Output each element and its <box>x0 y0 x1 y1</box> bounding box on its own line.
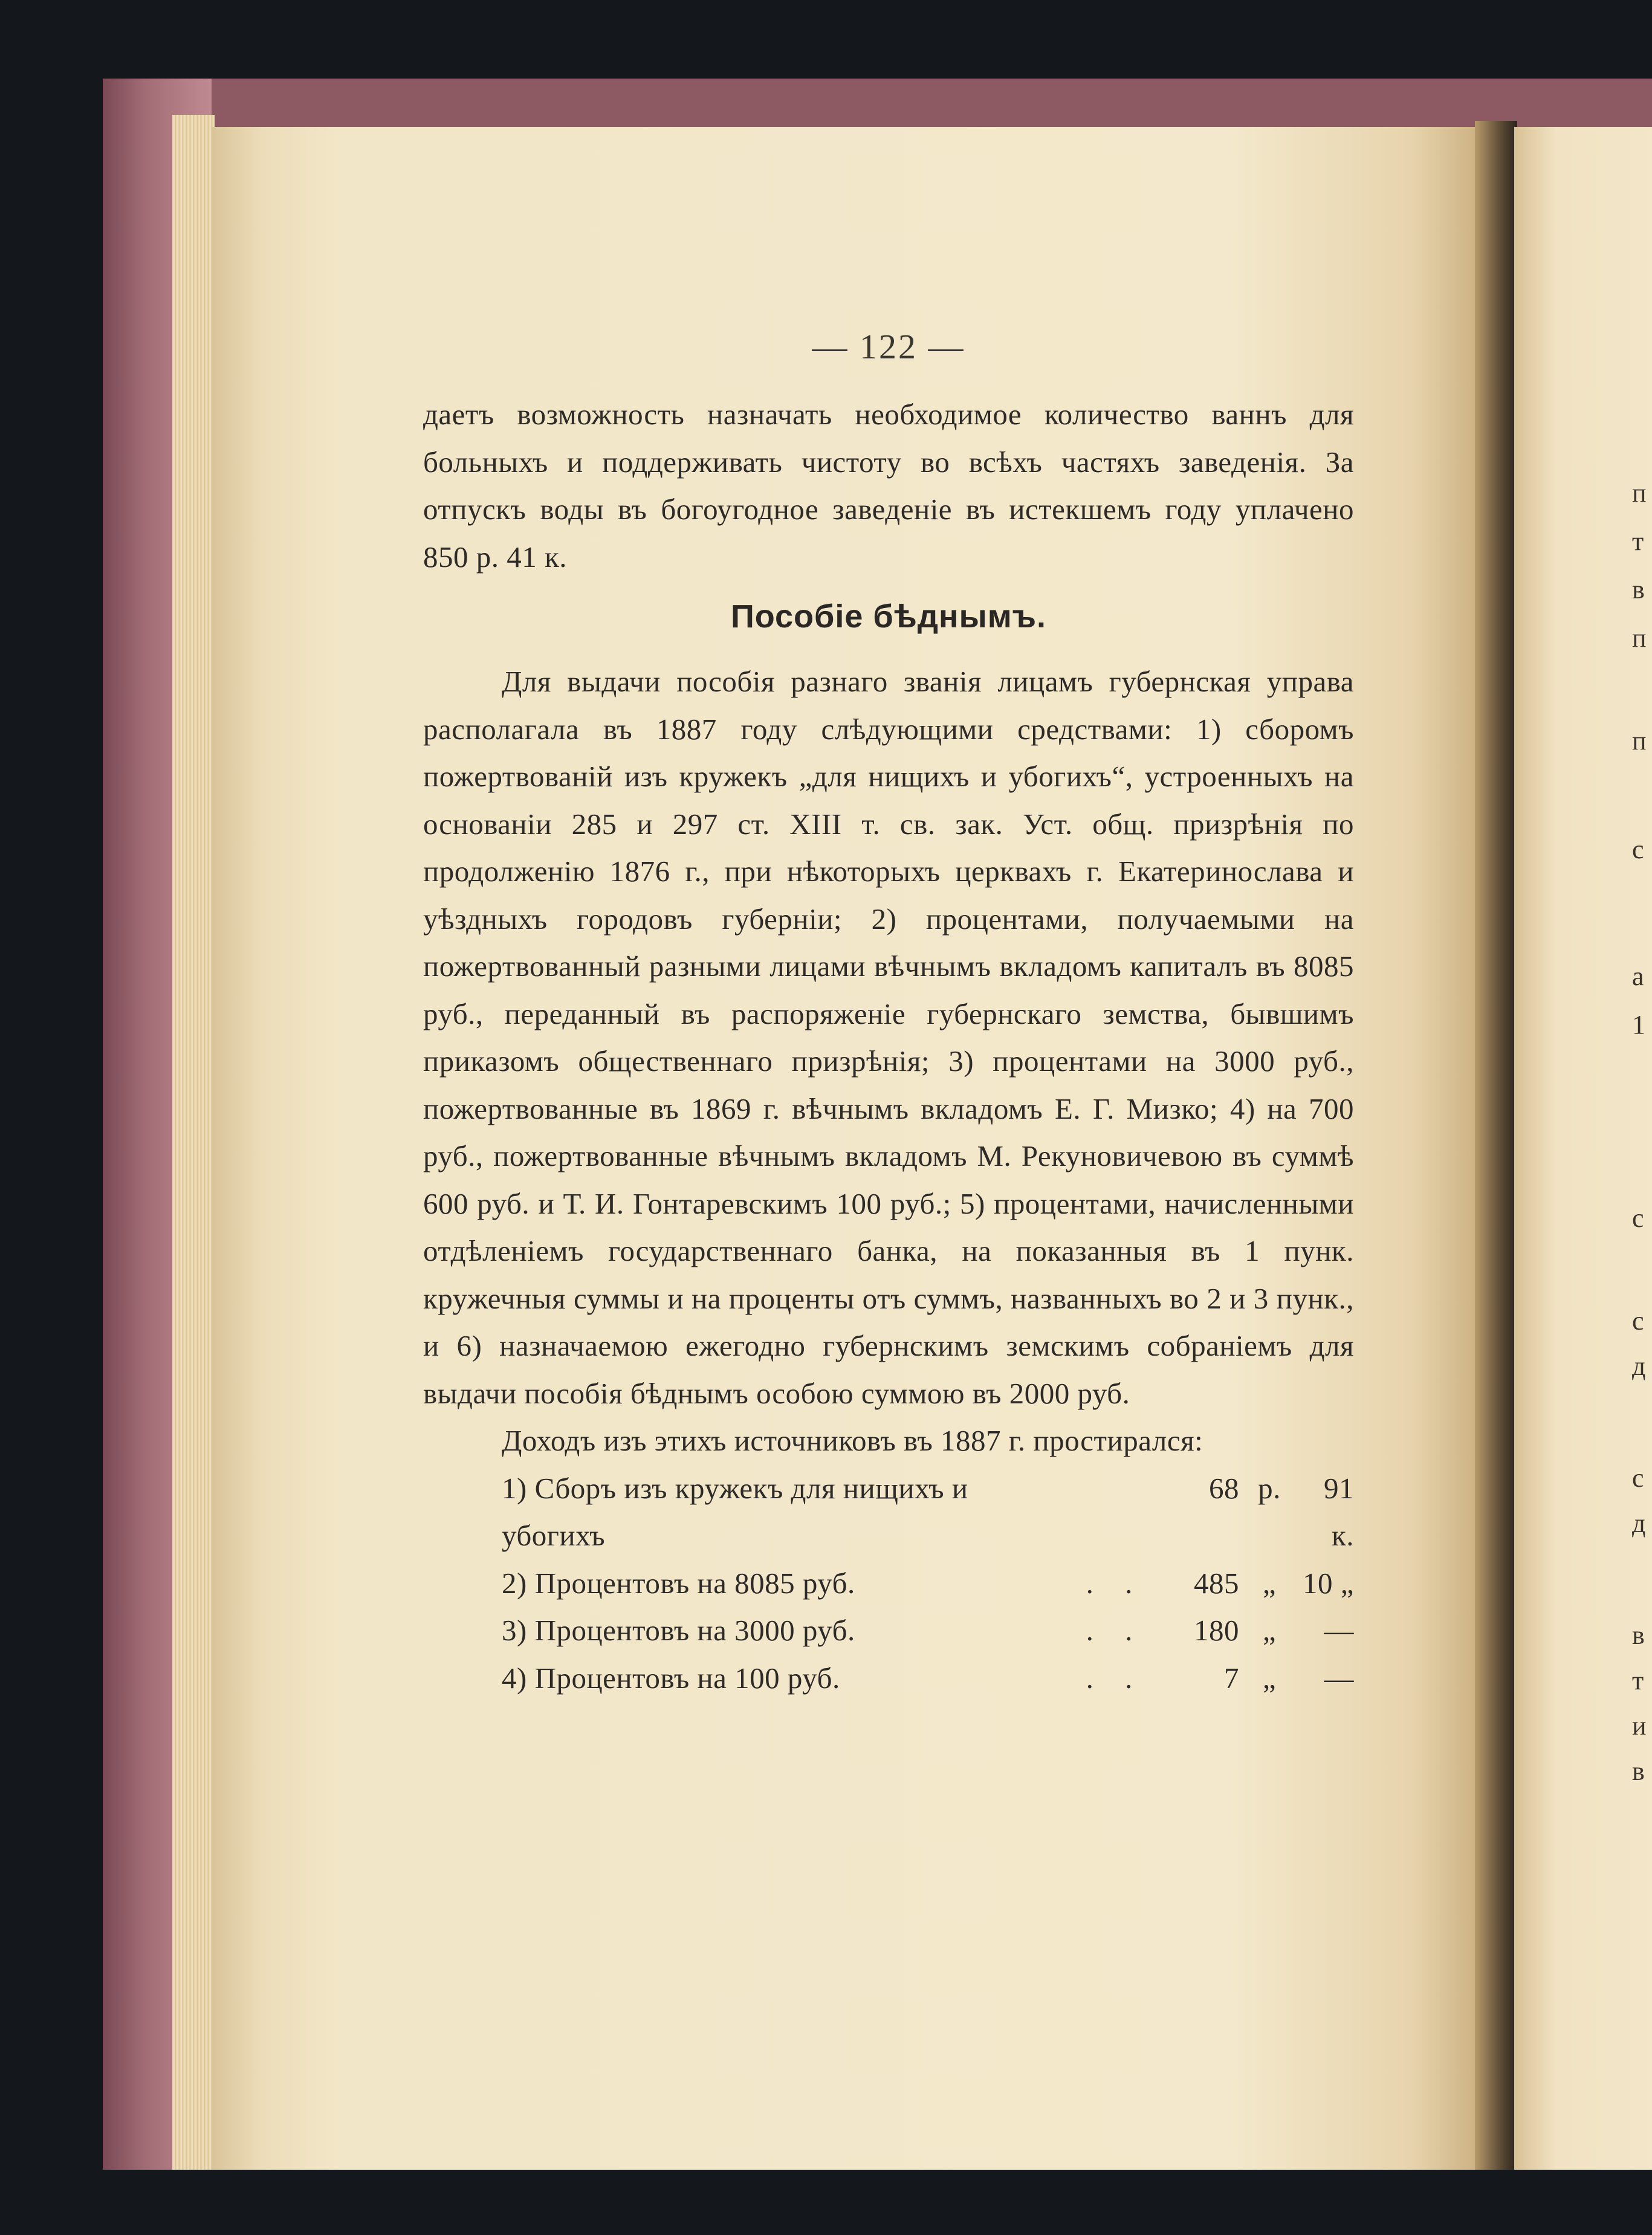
income-kopecks: — <box>1324 1614 1354 1647</box>
right-page <box>1514 127 1652 2170</box>
page-stack-edge <box>172 115 215 2170</box>
paragraph-water-supply: даетъ возможность назначать необходимое количество ваннъ для больныхъ и поддерживать чистоту во всѣхъ частяхъ заведенія. За отпускъ воды въ богоугодное заведеніе въ истекшемъ году уплачено 850 р. 41 к. <box>423 398 1354 574</box>
income-unit: „ <box>1262 1566 1277 1600</box>
income-unit: „ <box>1262 1614 1277 1647</box>
right-page-fragment: с <box>1632 1306 1644 1336</box>
page-content <box>423 326 1354 1702</box>
right-page-fragment: в <box>1632 1756 1645 1786</box>
book-gutter <box>1475 121 1517 2170</box>
right-page-fragment: и <box>1632 1711 1647 1741</box>
leader-dots <box>1058 1465 1173 1560</box>
right-page-fragment: п <box>1632 478 1647 508</box>
right-page-fragment: д <box>1632 1509 1646 1538</box>
right-page-fragment: в <box>1632 1620 1645 1650</box>
income-row <box>423 1560 1354 1608</box>
income-amount: 7 <box>1224 1661 1239 1695</box>
income-kopecks: 91 к. <box>1324 1471 1354 1552</box>
income-row <box>423 1465 1354 1560</box>
income-unit: „ <box>1262 1661 1277 1695</box>
leader-dots: . . <box>1086 1614 1145 1647</box>
income-kopecks: — <box>1324 1661 1354 1695</box>
income-unit: р. <box>1258 1471 1281 1505</box>
right-page-fragment: с <box>1632 1203 1644 1233</box>
right-page-fragment: а <box>1632 962 1644 991</box>
right-page-fragment: п <box>1632 623 1647 653</box>
income-amount: 68 <box>1209 1471 1239 1505</box>
income-table <box>423 1465 1354 1703</box>
right-page-fragment: 1 <box>1632 1010 1645 1040</box>
right-page-fragment: т <box>1632 526 1644 556</box>
right-page-fragment: п <box>1632 726 1647 755</box>
income-row <box>423 1655 1354 1703</box>
income-amount: 485 <box>1194 1566 1239 1600</box>
income-row <box>423 1607 1354 1655</box>
leader-dots: . . <box>1086 1566 1145 1600</box>
page-number: — 122 — <box>812 327 965 366</box>
leader-dots: . . <box>1086 1661 1145 1695</box>
paragraph-income-intro: Доходъ изъ этихъ источниковъ въ 1887 г. простирался: <box>502 1424 1203 1457</box>
right-page-fragment: т <box>1632 1666 1644 1695</box>
income-kopecks: 10 „ <box>1303 1566 1354 1600</box>
income-label: 3) Процентовъ на 3000 руб. <box>502 1614 855 1647</box>
right-page-fragment: с <box>1632 835 1644 864</box>
section-heading: Пособіе бѣднымъ. <box>730 598 1047 635</box>
paragraph-funding-sources: Для выдачи пособія разнаго званія лицамъ губернская управа располагала въ 1887 году слѣдующими средствами: 1) сборомъ пожертвованій изъ кружекъ „для нищихъ и убогихъ“, устроенныхъ на основаніи 285 и 297 ст. XIII т. св. зак. Уст. общ. призрѣнія по продолженію 1876 г., при нѣкоторыхъ церквахъ г. Екатеринослава и уѣздныхъ городовъ губерніи; 2) процентами, получаемыми на пожертвованный разными лицами вѣчнымъ вкладомъ капиталъ въ 8085 руб., переданный въ распоряженіе губернскаго земства, бывшимъ приказомъ общественнаго призрѣнія; 3) процентами на 3000 руб., пожертвованные въ 1869 г. вѣчнымъ вкладомъ Е. Г. Мизко; 4) на 700 руб., пожертвованные вѣчнымъ вкладомъ М. Рекуновичевою въ суммѣ 600 руб. и Т. И. Гонтаревскимъ 100 руб.; 5) процентами, начисленными отдѣленіемъ государственнаго банка, на показанныя въ 1 пунк. кружечныя суммы и на проценты отъ суммъ, названныхъ во 2 и 3 пунк., и 6) назначаемою ежегодно губернскимъ земскимъ собраніемъ для выдачи пособія бѣднымъ особою суммою въ 2000 руб. <box>423 665 1354 1410</box>
right-page-fragment: д <box>1632 1351 1646 1381</box>
right-page-fragment: в <box>1632 575 1645 604</box>
income-label: 1) Сборъ изъ кружекъ для нищихъ и убогихъ <box>502 1471 968 1552</box>
income-amount: 180 <box>1194 1614 1239 1647</box>
income-label: 2) Процентовъ на 8085 руб. <box>502 1566 855 1600</box>
right-page-fragment: с <box>1632 1463 1644 1493</box>
income-label: 4) Процентовъ на 100 руб. <box>502 1661 840 1695</box>
